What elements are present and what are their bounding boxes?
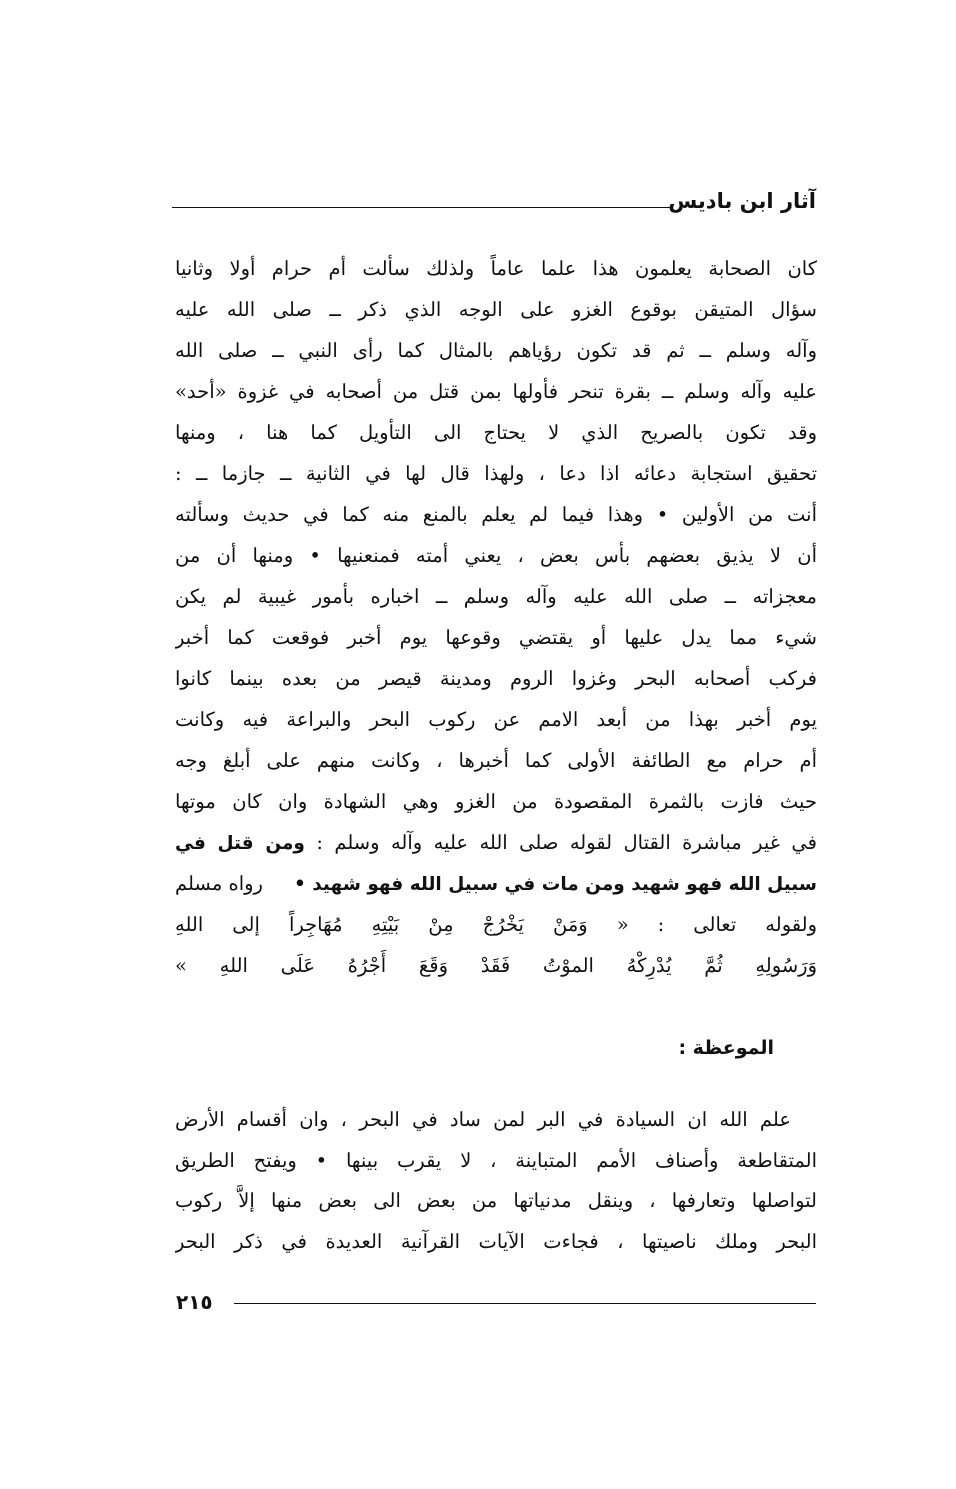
text-line: أنت من الأولين • وهذا فيما لم يعلم بالمنع منه كما في حديث وسألته	[175, 503, 817, 526]
page-footer	[172, 1288, 816, 1320]
text-line-hadith-end	[175, 863, 817, 904]
hadith-source: رواه مسلم	[175, 872, 263, 895]
header-rule	[172, 207, 673, 208]
text-line: كان الصحابة يعلمون هذا علما عاماً ولذلك سألت أم حرام أولا وثانيا	[175, 257, 817, 280]
text-line: علم الله ان السيادة في البر لمن ساد في البحر ، وان أقسام الأرض	[175, 1108, 791, 1131]
text-line: البحر وملك ناصيتها ، فجاءت الآيات القرآنية العديدة في ذكر البحر	[175, 1229, 817, 1253]
footer-rule	[234, 1303, 816, 1304]
text-line: معجزاته ــ صلى الله عليه وآله وسلم ــ اخباره بأمور غيبية لم يكن	[175, 585, 817, 608]
text-line: حيث فازت بالثمرة المقصودة من الغزو وهي الشهادة وان كان موتها	[175, 790, 817, 813]
quran-verse-line: ولقوله تعالى : « وَمَنْ يَخْرُجْ مِنْ بَيْتِهِ مُهَاجِراً إلى اللهِ	[175, 913, 817, 936]
text-line: فركب أصحابه البحر وغزوا الروم ومدينة قيصر من بعده بينما كانوا	[175, 667, 817, 690]
text-line: شيء مما يدل عليها أو يقتضي وقوعها يوم أخبر فوقعت كما أخبر	[175, 626, 817, 649]
text-line: وقد تكون بالصريح الذي لا يحتاج الى التأويل كما هنا ، ومنها	[175, 421, 817, 444]
quran-verse-line: وَرَسُولِهِ ثُمَّ يُدْرِكْهُ الموْتُ فَقَدْ وَقَعَ أَجْرُهُ عَلَى اللهِ »	[175, 954, 817, 977]
running-header	[172, 186, 816, 218]
text-line: عليه وآله وسلم ــ بقرة تنحر فأولها بمن قتل من أصحابه في غزوة «أحد»	[175, 380, 817, 403]
hadith-text: سبيل الله فهو شهيد ومن مات في سبيل الله فهو شهيد •	[293, 874, 817, 895]
text-line: المتقاطعة وأصناف الأمم المتباينة ، لا يقرب بينها • ويفتح الطريق	[175, 1148, 817, 1172]
text-line: لتواصلها وتعارفها ، وينقل مدنياتها من بعض الى بعض منها إلاَّ ركوب	[175, 1189, 817, 1212]
text-line: وآله وسلم ــ ثم قد تكون رؤياهم بالمثال كما رأى النبي ــ صلى الله	[175, 339, 817, 362]
section-heading: الموعظة :	[678, 1037, 774, 1059]
page-number: ٢١٥	[176, 1290, 213, 1314]
text-line: تحقيق استجابة دعائه اذا دعا ، ولهذا قال لها في الثانية ــ جازما ــ :	[175, 462, 817, 485]
text-line: سؤال المتيقن بوقوع الغزو على الوجه الذي ذكر ــ صلى الله عليه	[175, 298, 817, 321]
text-plain: في غير مباشرة القتال لقوله صلى الله عليه وآله وسلم :	[304, 831, 817, 854]
section-paragraph	[175, 1100, 817, 1262]
body-paragraph	[175, 248, 817, 986]
text-line: أن لا يذيق بعضهم بأس بعض ، يعني أمته فمنعنيها • ومنها أن من	[175, 544, 817, 567]
text-line-hadith-start	[175, 822, 817, 863]
book-title: آثار ابن باديس	[668, 189, 816, 213]
hadith-text: ومن قتل في	[175, 833, 305, 854]
text-line: يوم أخبر بهذا من أبعد الامم عن ركوب البحر والبراعة فيه وكانت	[175, 708, 817, 731]
text-line: أم حرام مع الطائفة الأولى كما أخبرها ، وكانت منهم على أبلغ وجه	[175, 749, 817, 772]
